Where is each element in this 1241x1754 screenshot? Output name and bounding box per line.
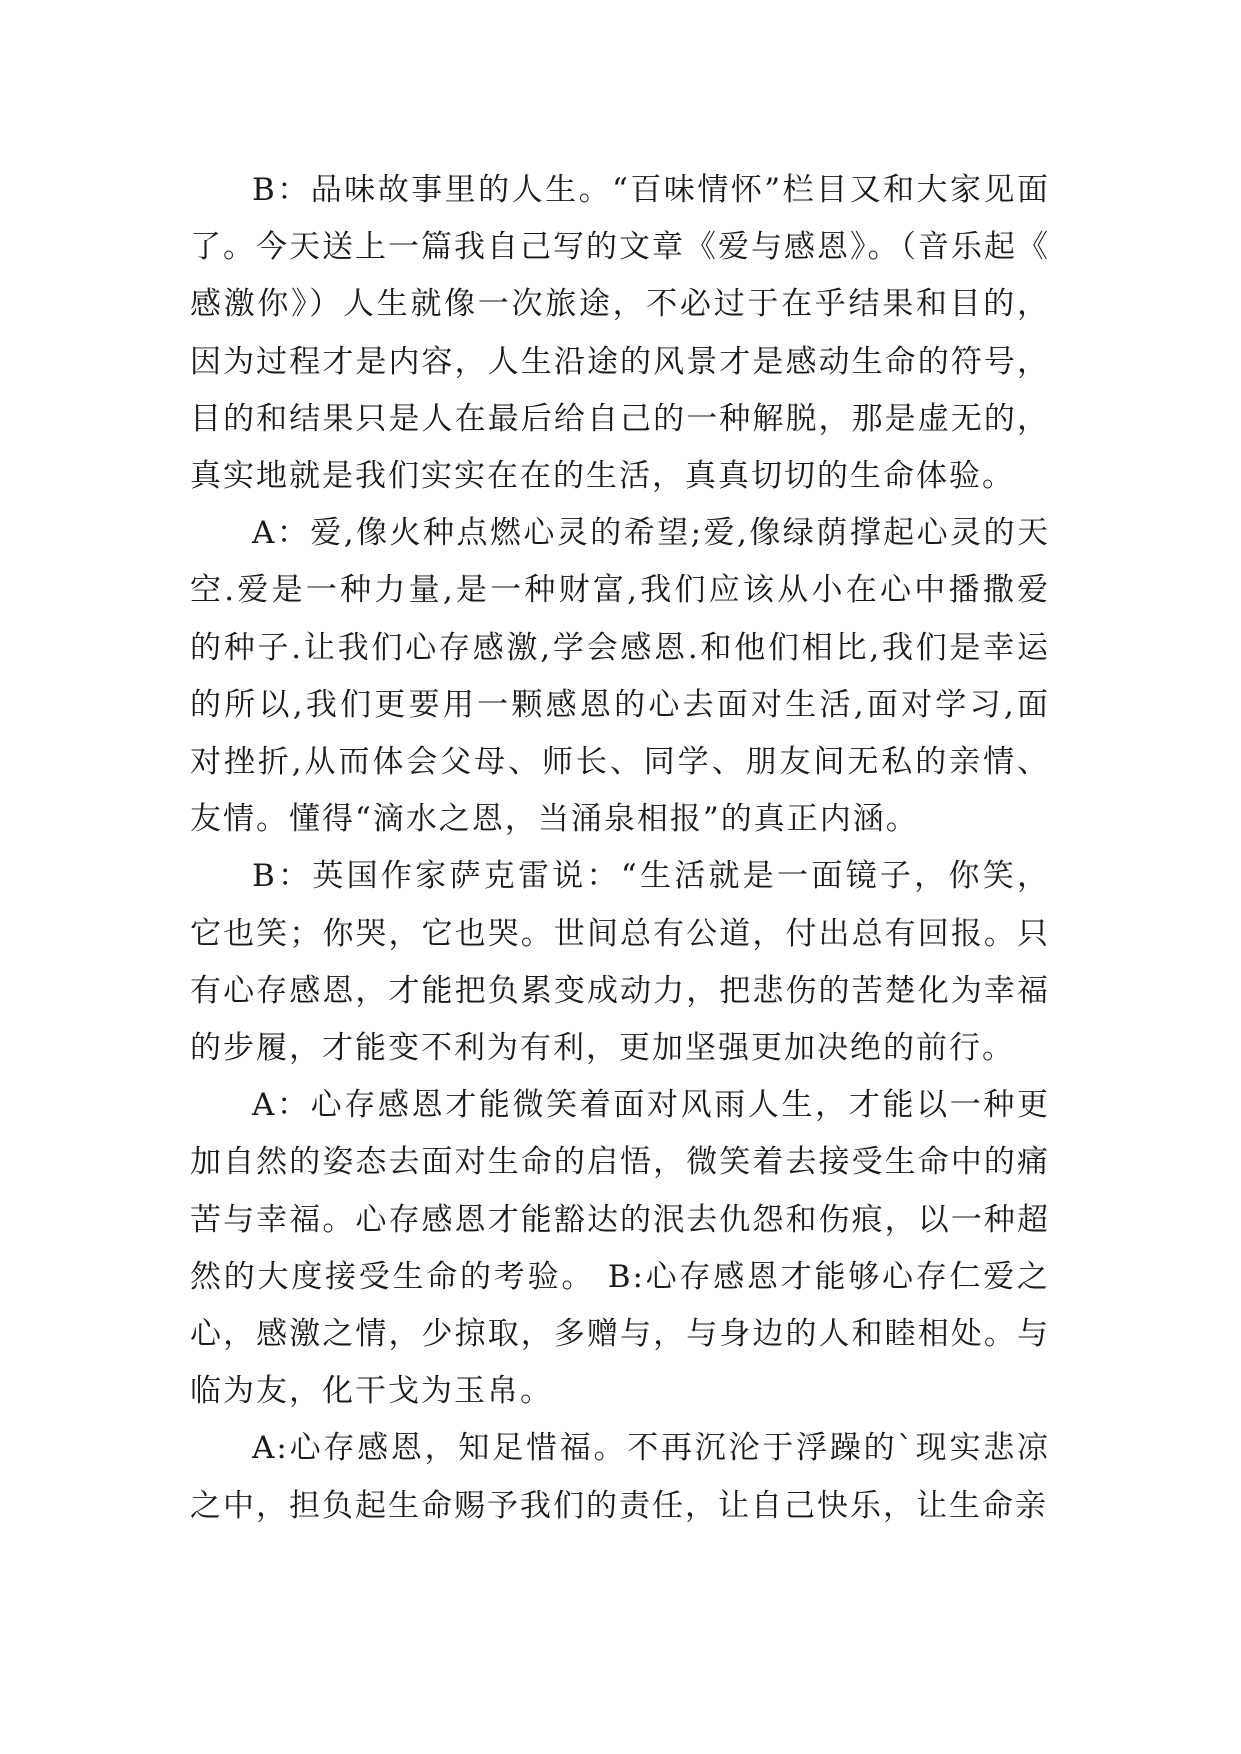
paragraph-a-gratitude-smile: A：心存感恩才能微笑着面对风雨人生，才能以一种更加自然的姿态去面对生命的启悟，微笑着去接受生命中的痛苦与幸福。心存感恩才能豁达的泯去仇怨和伤痕，以一种超然的大度接受生命的考验。 B:心存感恩才能够心存仁爱之心，感激之情，少掠取，多赠与，与身边的人和睦相处。与临为友，化干戈为玉帛。 [190,1087,1050,1410]
paragraph-b-life-story: B：品味故事里的人生。“百味情怀”栏目又和大家见面了。今天送上一篇我自己写的文章《爱与感恩》。（音乐起《感激你》）人生就像一次旅途，不必过于在乎结果和目的，因为过程才是内容，人生沿途的风景才是感动生命的符号，目的和结果只是人在最后给自己的一种解脱，那是虚无的，真实地就是我们实实在在的生活，真真切切的生命体验。 [190,172,1050,495]
document-body [190,162,1050,1535]
paragraph-a-contentment: A:心存感恩，知足惜福。不再沉沦于浮躁的`现实悲凉之中，担负起生命赐予我们的责任，让自己快乐，让生命亲 [190,1430,1050,1524]
paragraph-a-love: A：爱,像火种点燃心灵的希望;爱,像绿荫撑起心灵的天空.爱是一种力量,是一种财富,我们应该从小在心中播撒爱的种子.让我们心存感激,学会感恩.和他们相比,我们是幸运的所以,我们更要用一颗感恩的心去面对生活,面对学习,面对挫折,从而体会父母、师长、同学、朋友间无私的亲情、友情。懂得“滴水之恩，当涌泉相报”的真正内涵。 [190,515,1050,838]
paragraph-b-thackeray: B：英国作家萨克雷说：“生活就是一面镜子，你笑，它也笑；你哭，它也哭。世间总有公道，付出总有回报。只有心存感恩，才能把负累变成动力，把悲伤的苦楚化为幸福的步履，才能变不利为有利，更加坚强更加决绝的前行。 [190,858,1050,1067]
